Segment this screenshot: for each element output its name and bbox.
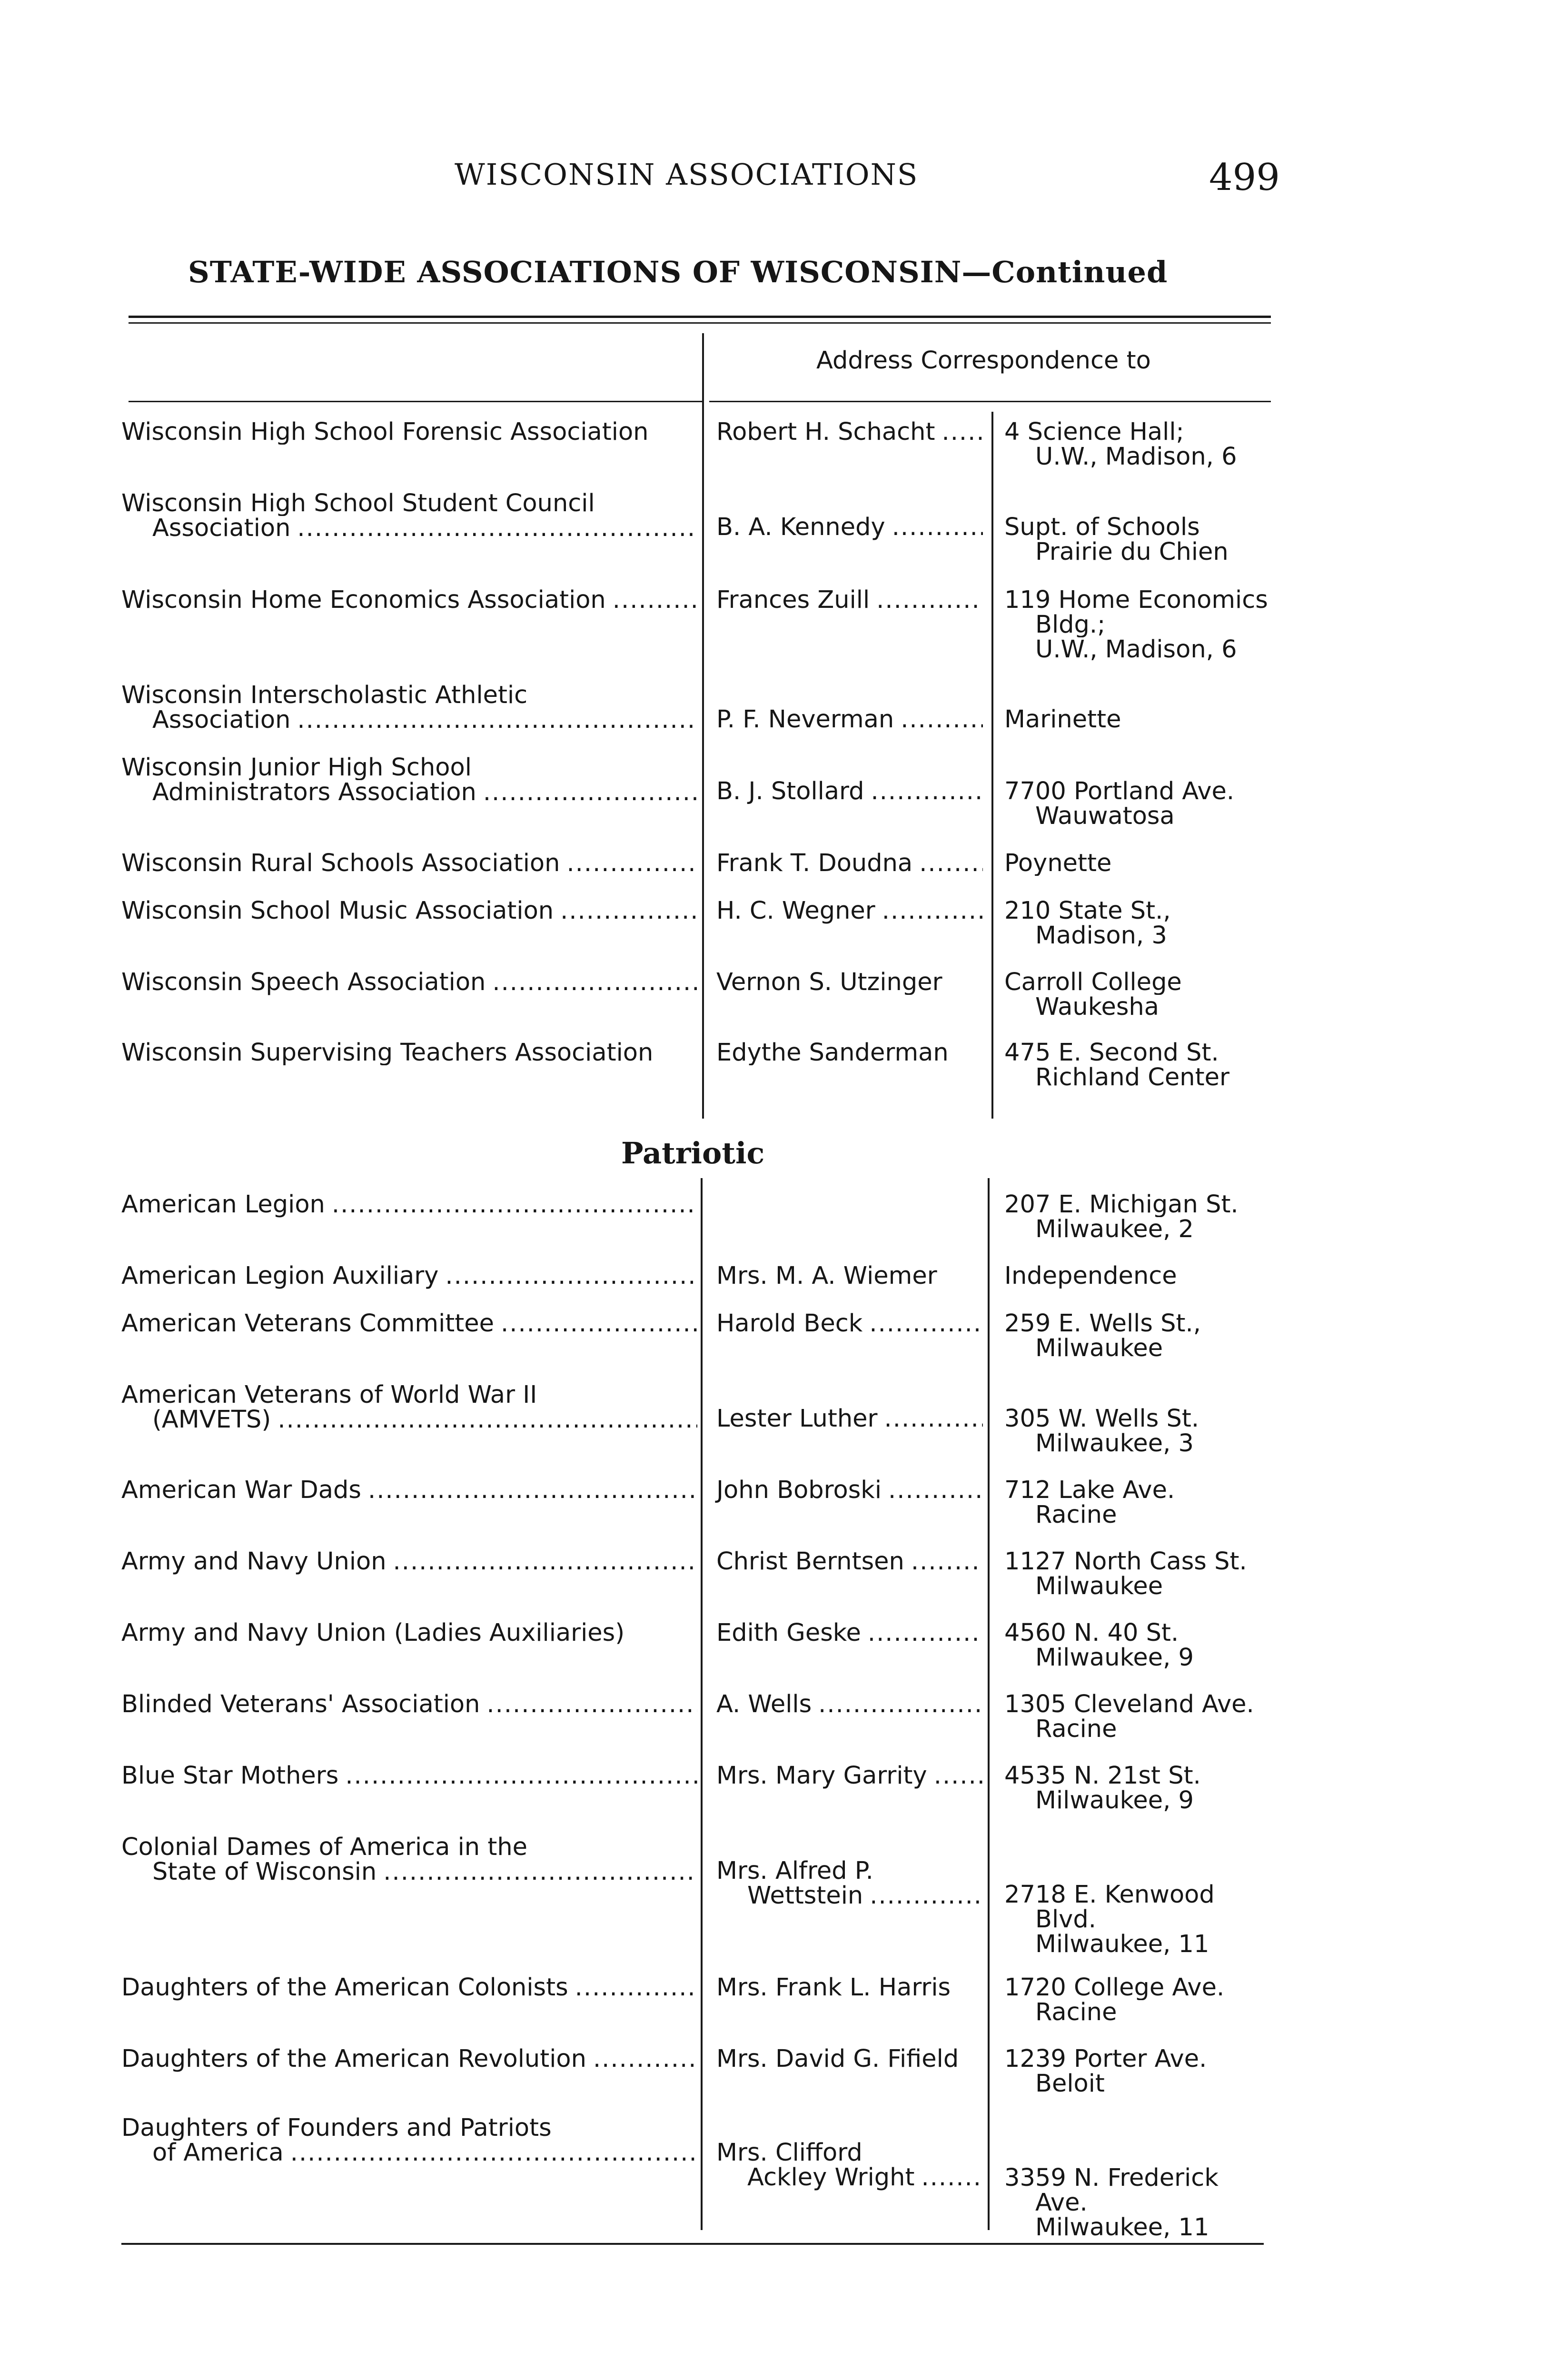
address: 1239 Porter Ave. Beloit — [1004, 2047, 1207, 2096]
column-divider-1 — [702, 333, 704, 1119]
contact-name: Mrs. Alfred P. Wettstein ..... — [716, 1859, 983, 1908]
address: Marinette — [1004, 707, 1121, 732]
association-name: Daughters of the American Revolution ..... — [121, 2047, 697, 2072]
contact-name: Mrs. Frank L. Harris — [716, 1975, 951, 2000]
address: 207 E. Michigan St. Milwaukee, 2 — [1004, 1192, 1239, 1242]
address: 1127 North Cass St. Milwaukee — [1004, 1549, 1247, 1599]
address: Supt. of Schools Prairie du Chien — [1004, 515, 1229, 565]
association-name: Wisconsin Supervising Teachers Association — [121, 1041, 654, 1065]
column-divider-4 — [988, 1178, 990, 2230]
contact-name: B. J. Stollard ..... — [716, 779, 983, 804]
column-header-address: Address Correspondence to — [816, 347, 1151, 375]
address: Carroll College Waukesha — [1004, 970, 1182, 1020]
association-name: American Legion Auxiliary ..... — [121, 1264, 697, 1289]
address: Poynette — [1004, 851, 1112, 876]
table-top-rule — [129, 316, 1271, 318]
contact-name: Frances Zuill ..... — [716, 588, 983, 613]
contact-name: H. C. Wegner ..... — [716, 899, 983, 923]
section-title-patriotic: Patriotic — [621, 1136, 765, 1170]
header-rule-right — [709, 401, 1271, 402]
address: 305 W. Wells St. Milwaukee, 3 — [1004, 1407, 1199, 1456]
association-name: Wisconsin High School Student Council Association ..... — [121, 491, 697, 541]
association-name: American Legion ..... — [121, 1192, 697, 1217]
address: 4535 N. 21st St. Milwaukee, 9 — [1004, 1764, 1201, 1813]
association-name: Wisconsin High School Forensic Association — [121, 420, 649, 445]
association-name: Wisconsin Home Economics Association ..... — [121, 588, 697, 613]
address: Independence — [1004, 1264, 1177, 1289]
association-name: American Veterans Committee ..... — [121, 1311, 697, 1336]
association-name: American War Dads ..... — [121, 1478, 697, 1503]
association-name: Wisconsin School Music Association ..... — [121, 899, 697, 923]
contact-name: Mrs. M. A. Wiemer — [716, 1264, 937, 1289]
contact-name: Edith Geske ..... — [716, 1621, 983, 1646]
contact-name: Mrs. David G. Fifield — [716, 2047, 959, 2072]
address: 712 Lake Ave. Racine — [1004, 1478, 1175, 1527]
association-name: Wisconsin Speech Association ..... — [121, 970, 697, 995]
address: 119 Home Economics Bldg.; U.W., Madison, 6 — [1004, 588, 1268, 662]
contact-name: Frank T. Doudna ..... — [716, 851, 983, 876]
association-name: Wisconsin Rural Schools Association ..... — [121, 851, 697, 876]
association-name: Daughters of the American Colonists ..... — [121, 1975, 697, 2000]
contact-name: Christ Berntsen ..... — [716, 1549, 983, 1574]
address: 7700 Portland Ave. Wauwatosa — [1004, 779, 1235, 829]
association-name: Wisconsin Junior High School Administrators Association ..... — [121, 755, 697, 805]
contact-name: Lester Luther ..... — [716, 1407, 983, 1431]
table-title: STATE-WIDE ASSOCIATIONS OF WISCONSIN—Continued — [188, 255, 1168, 289]
address: 1305 Cleveland Ave. Racine — [1004, 1692, 1254, 1742]
column-divider-3 — [701, 1178, 703, 2230]
contact-name: B. A. Kennedy ..... — [716, 515, 983, 540]
association-name: Colonial Dames of America in the State of Wisconsin ..... — [121, 1835, 697, 1884]
association-name: Army and Navy Union (Ladies Auxiliaries) — [121, 1621, 625, 1646]
address: 210 State St., Madison, 3 — [1004, 899, 1171, 948]
page-number: 499 — [1209, 156, 1280, 199]
address: 3359 N. Frederick Ave. Milwaukee, 11 — [1004, 2166, 1219, 2240]
contact-name: A. Wells ..... — [716, 1692, 983, 1717]
association-name: Wisconsin Interscholastic Athletic Association ..... — [121, 683, 697, 733]
table-bottom-rule — [121, 2243, 1264, 2245]
contact-name: John Bobroski ..... — [716, 1478, 983, 1503]
column-divider-2 — [991, 412, 993, 1119]
table-top-rule-inner — [129, 322, 1271, 324]
contact-name: Mrs. Clifford Ackley Wright ..... — [716, 2141, 983, 2190]
address: 1720 College Ave. Racine — [1004, 1975, 1225, 2025]
association-name: Daughters of Founders and Patriots of America ..... — [121, 2116, 697, 2165]
association-name: Blinded Veterans' Association ..... — [121, 1692, 697, 1717]
address: 4560 N. 40 St. Milwaukee, 9 — [1004, 1621, 1194, 1670]
running-title: WISCONSIN ASSOCIATIONS — [455, 157, 919, 192]
address: 2718 E. Kenwood Blvd. Milwaukee, 11 — [1004, 1883, 1215, 1957]
contact-name: P. F. Neverman ..... — [716, 707, 983, 732]
contact-name: Robert H. Schacht ..... — [716, 420, 983, 445]
association-name: American Veterans of World War II (AMVETS) ..... — [121, 1383, 697, 1432]
contact-name: Edythe Sanderman — [716, 1041, 949, 1065]
contact-name: Vernon S. Utzinger — [716, 970, 942, 995]
address: 4 Science Hall; U.W., Madison, 6 — [1004, 420, 1237, 469]
association-name: Army and Navy Union ..... — [121, 1549, 697, 1574]
contact-name: Mrs. Mary Garrity ..... — [716, 1764, 983, 1788]
address: 259 E. Wells St., Milwaukee — [1004, 1311, 1201, 1361]
address: 475 E. Second St. Richland Center — [1004, 1041, 1229, 1090]
header-rule-left — [129, 401, 702, 402]
association-name: Blue Star Mothers ..... — [121, 1764, 697, 1788]
contact-name: Harold Beck ..... — [716, 1311, 983, 1336]
